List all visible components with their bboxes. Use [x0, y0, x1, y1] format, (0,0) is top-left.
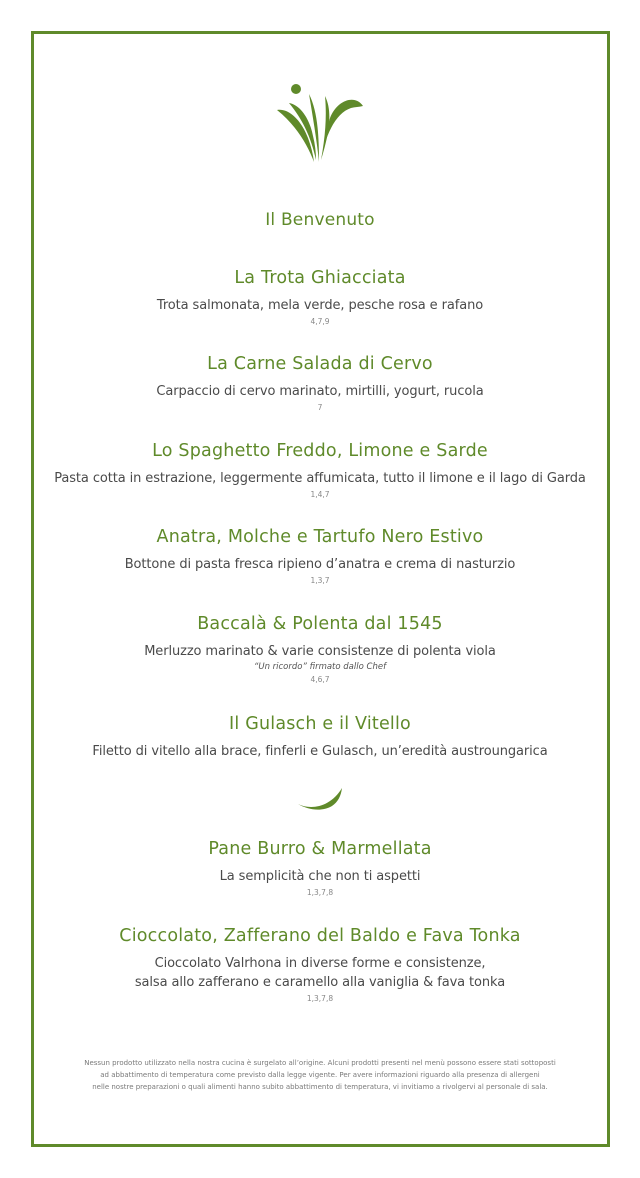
dessert-allergens: 1,3,7,8: [306, 994, 334, 1003]
course-title: Baccalà & Polenta dal 1545: [197, 614, 443, 634]
course-allergens: 4,7,9: [310, 317, 330, 326]
dessert-title: Cioccolato, Zafferano del Baldo e Fava Tonka: [119, 926, 521, 946]
course-description: Filetto di vitello alla brace, finferli e Gulasch, un’eredità austroungarica: [92, 744, 548, 759]
section-title-welcome: Il Benvenuto: [265, 210, 375, 230]
course-title: La Trota Ghiacciata: [234, 268, 406, 288]
dessert-description-line: Cioccolato Valrhona in diverse forme e consistenze,: [154, 956, 486, 971]
leaf-sprouts-icon: [275, 82, 365, 164]
menu-course: [0, 353, 640, 413]
course-allergens: 1,4,7: [310, 490, 330, 499]
course-title: Lo Spaghetto Freddo, Limone e Sarde: [152, 441, 488, 461]
course-allergens: 4,6,7: [310, 675, 330, 684]
course-allergens: 7: [317, 403, 323, 412]
course-description: Pasta cotta in estrazione, leggermente affumicata, tutto il limone e il lago di Garda: [54, 471, 586, 486]
menu-course: [0, 713, 640, 761]
course-description: Bottone di pasta fresca ripieno d’anatra e crema di nasturzio: [124, 557, 516, 572]
footer-line: nelle nostre preparazioni o quali alimenti hanno subito abbattimento di temperatura, vi invitiamo a rivolgervi al personale di sala.: [92, 1083, 548, 1091]
course-title: La Carne Salada di Cervo: [207, 354, 433, 374]
menu-course: [0, 440, 640, 500]
dessert-title: Pane Burro & Marmellata: [208, 839, 432, 859]
footer-line: Nessun prodotto utilizzato nella nostra cucina è surgelato all’origine. Alcuni prodotti presenti nel menù possono essere stati sottoposti: [84, 1059, 556, 1067]
course-title: Il Gulasch e il Vitello: [229, 714, 411, 734]
course-description: Trota salmonata, mela verde, pesche rosa e rafano: [156, 298, 484, 313]
dessert-description: La semplicità che non ti aspetti: [219, 869, 421, 884]
course-allergens: 1,3,7: [310, 576, 330, 585]
footer-disclaimer: [70, 1057, 570, 1093]
menu-course: [0, 526, 640, 586]
menu-dessert: [0, 925, 640, 1004]
chef-note: “Un ricordo” firmato dallo Chef: [253, 662, 387, 672]
menu-dessert: [0, 838, 640, 898]
leaf-divider-icon: [296, 782, 346, 812]
course-description: Merluzzo marinato & varie consistenze di polenta viola: [144, 644, 496, 659]
menu-course: [0, 613, 640, 685]
dessert-description: [0, 954, 640, 992]
course-title: Anatra, Molche e Tartufo Nero Estivo: [156, 527, 484, 547]
course-description: Carpaccio di cervo marinato, mirtilli, yogurt, rucola: [156, 384, 484, 399]
menu-course: [0, 267, 640, 327]
dessert-allergens: 1,3,7,8: [306, 888, 334, 897]
footer-line: ad abbattimento di temperatura come previsto dalla legge vigente. Per avere informazioni riguardo alla presenza di allergeni: [100, 1071, 540, 1079]
dessert-description-line: salsa allo zafferano e caramello alla vaniglia & fava tonka: [134, 975, 506, 990]
